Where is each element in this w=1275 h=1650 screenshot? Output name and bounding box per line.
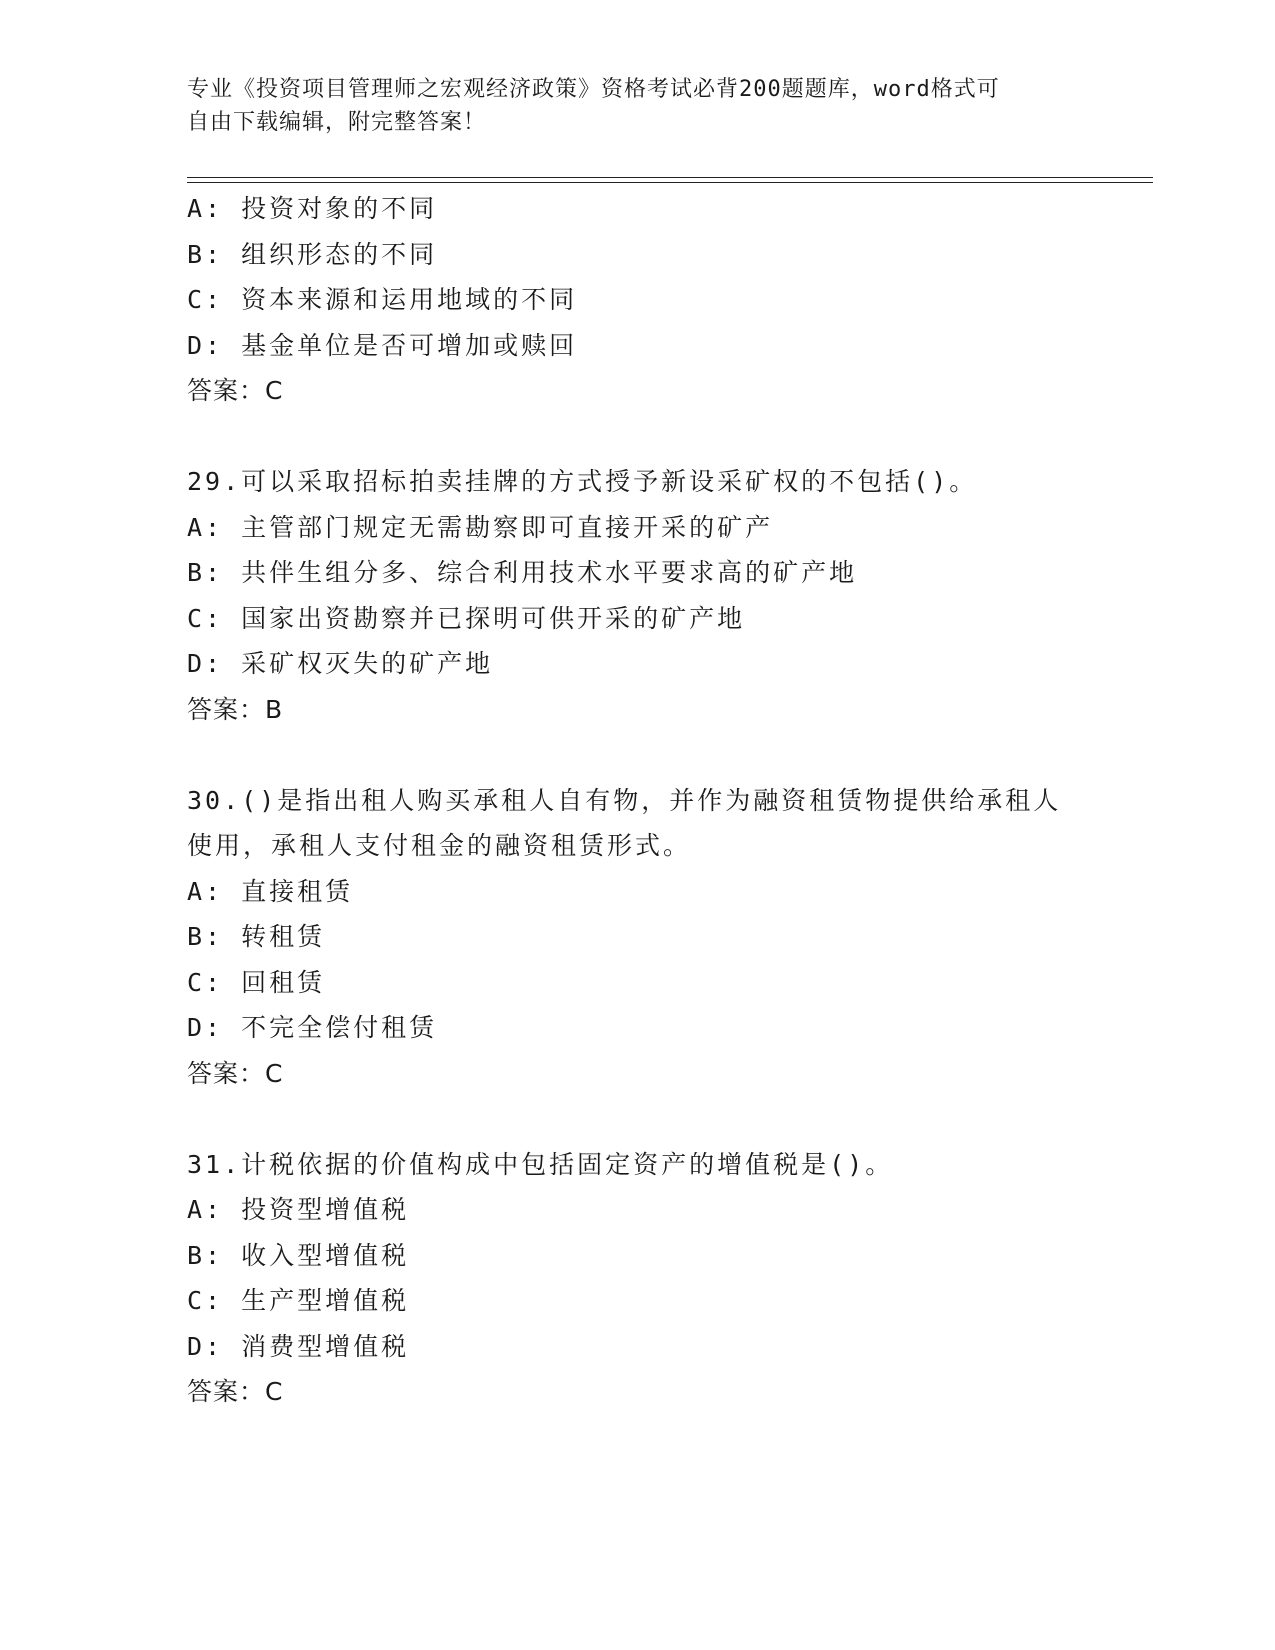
question-text-line-1: 30.()是指出租人购买承租人自有物，并作为融资租赁物提供给承租人 [187, 785, 1062, 815]
option-a: A: 直接租赁 [187, 876, 354, 906]
question-28 [187, 186, 1147, 414]
question-list [187, 186, 1147, 1415]
header-divider-bottom [187, 182, 1153, 183]
answer: 答案：B [187, 694, 284, 724]
option-b: B: 转租赁 [187, 922, 326, 951]
option-a: A: 投资对象的不同 [187, 194, 438, 223]
question-text-line-2: 使用，承租人支付租金的融资租赁形式。 [187, 831, 692, 860]
option-b: B: 组织形态的不同 [187, 239, 438, 269]
option-c: C: 国家出资勘察并已探明可供开采的矿产地 [187, 603, 746, 633]
option-b: B: 共伴生组分多、综合利用技术水平要求高的矿产地 [187, 558, 858, 587]
question-30 [187, 778, 1147, 1097]
header-line-1: 专业《投资项目管理师之宏观经济政策》资格考试必背200题题库，word格式可 [187, 77, 1000, 102]
answer: 答案：C [187, 1058, 284, 1088]
option-b: B: 收入型增值税 [187, 1240, 410, 1270]
option-c: C: 回租赁 [187, 967, 326, 997]
option-d: D: 基金单位是否可增加或赎回 [187, 330, 578, 360]
spacer [187, 732, 1147, 778]
question-29 [187, 459, 1147, 732]
option-a: A: 主管部门规定无需勘察即可直接开采的矿产 [187, 512, 774, 542]
header-divider-top [187, 177, 1153, 178]
option-d: D: 消费型增值税 [187, 1331, 410, 1361]
answer: 答案：C [187, 1377, 284, 1406]
option-c: C: 资本来源和运用地域的不同 [187, 285, 578, 314]
question-31 [187, 1142, 1147, 1415]
spacer [187, 414, 1147, 460]
header-line-2: 自由下载编辑，附完整答案！ [187, 110, 487, 135]
question-text: 31.计税依据的价值构成中包括固定资产的增值税是()。 [187, 1149, 894, 1179]
document-header [187, 73, 1067, 139]
option-d: D: 不完全偿付租赁 [187, 1013, 438, 1042]
option-c: C: 生产型增值税 [187, 1286, 410, 1315]
answer: 答案：C [187, 376, 284, 405]
option-d: D: 采矿权灭失的矿产地 [187, 649, 494, 678]
spacer [187, 1096, 1147, 1142]
option-a: A: 投资型增值税 [187, 1195, 410, 1224]
question-text: 29.可以采取招标拍卖挂牌的方式授予新设采矿权的不包括()。 [187, 467, 978, 496]
